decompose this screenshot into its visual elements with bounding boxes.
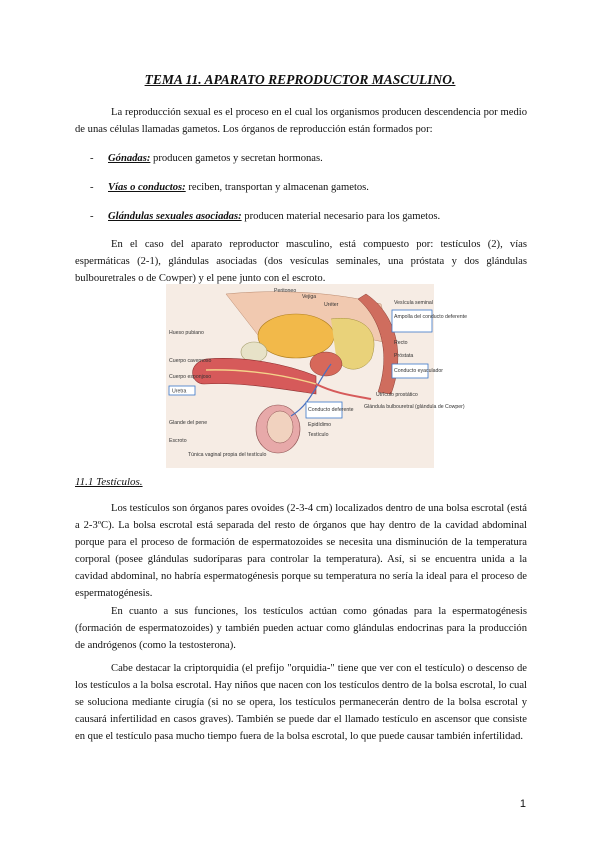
label-prostata: Próstata xyxy=(394,353,414,359)
label-recto: Recto xyxy=(394,340,408,346)
paragraph-testiculos-text: Los testículos son órganos pares ovoides (2-3-4 cm) localizados dentro de una bolsa escrotal (está a 2-3ºC). La bolsa escrotal está separada del resto de órganos que hay dentro de la cavidad abdominal porque para el proceso de formación de espermatozoides se necesita una disminución de la temperatura corporal (posee glándulas sudoríparas para controlar la temperatura). Así, si se encuentra unida a la cavidad abdominal, no habría espermatogénesis porque su temperatura no sería la ideal para el proceso de espermatogénesis. xyxy=(75,503,527,599)
bullet-text: producen gametos y secretan hormonas. xyxy=(150,153,323,164)
label-tunica: Túnica vaginal propia del testículo xyxy=(188,452,267,458)
bullet-text: reciben, transportan y almacenan gametos. xyxy=(185,182,369,193)
composition-text: En el caso del aparato reproductor masculino, está compuesto por: testículos (2), vías espermáticas (2-1), glándulas asociadas (dos vesículas seminales, una próstata y dos glándulas bulbouretrales o de Cowper) y el pene junto con el escroto. xyxy=(75,239,527,284)
label-epididimo: Epidídimo xyxy=(308,422,332,428)
pubic-bone-shape xyxy=(241,342,267,362)
label-vejiga: Vejiga xyxy=(302,294,317,300)
bullet-term: Glándulas sexuales asociadas: xyxy=(108,211,242,222)
label-peritoneo: Peritoneo xyxy=(274,288,297,294)
label-conducto-deferente: Conducto deferente xyxy=(308,407,354,413)
paragraph-criptorquidia-text: Cabe destacar la criptorquidia (el prefijo "orquidia-" tiene que ver con el testículo) o descenso de los testículos a la bolsa escrotal. Hay niños que nacen con los testículos dentro de la bolsa escrotal, lo cual se soluciona mediante cirugía (si no se opera, los testículos permanecerán dentro de la bolsa escrotal y causará infertilidad en casos graves). También se puede dar el llamado testículo en ascensor que consiste en que el testículo pasa mucho tiempo fuera de la bolsa escrotal, lo que puede causar también infertilidad. xyxy=(75,663,527,742)
bullet-term: Gónadas: xyxy=(108,153,151,164)
paragraph-testiculos xyxy=(75,500,527,602)
label-ureter: Uréter xyxy=(324,302,339,308)
label-vesicula: Vesícula seminal xyxy=(394,300,433,306)
label-glande: Glande del pene xyxy=(169,420,208,426)
label-glandula-bulbouretral: Glándula bulbouretral (glándula de Cowper) xyxy=(364,404,465,410)
prostate-shape xyxy=(310,352,342,376)
paragraph-funciones-text: En cuanto a sus funciones, los testículos actúan como gónadas para la espermatogénesis (formación de espermatozoides) y también pueden actuar como glándulas endocrinas para la producción de andrógenos (como la testosterona). xyxy=(75,606,527,651)
label-cuerpo-cavernoso: Cuerpo cavernoso xyxy=(169,358,212,364)
intro-paragraph xyxy=(75,104,527,138)
page-number: 1 xyxy=(519,798,526,810)
bullet-term: Vías o conductos: xyxy=(108,182,186,193)
label-utriculo: Utrículo prostático xyxy=(376,392,418,398)
testis-shape xyxy=(267,411,293,443)
label-uretra: Uretra xyxy=(172,388,187,395)
label-conducto-eyaculador: Conducto eyaculador xyxy=(394,368,444,374)
label-hueso-pubiano: Hueso pubiano xyxy=(169,330,204,336)
paragraph-funciones xyxy=(75,603,527,654)
section-heading: 11.1 Testículos. xyxy=(75,476,143,488)
label-escroto: Escroto xyxy=(169,438,187,444)
page-title: TEMA 11. APARATO REPRODUCTOR MASCULINO. xyxy=(144,72,456,87)
composition-paragraph xyxy=(75,236,527,287)
bladder-shape xyxy=(258,314,334,358)
bullet-text: producen material necesario para los gametos. xyxy=(241,211,441,222)
label-cuerpo-esponjoso: Cuerpo esponjoso xyxy=(169,374,212,380)
label-testiculo: Testículo xyxy=(308,432,329,438)
label-ampolla: Ampolla del conducto deferente xyxy=(394,314,467,320)
paragraph-criptorquidia xyxy=(75,660,527,745)
intro-text: La reproducción sexual es el proceso en el cual los organismos producen descendencia por medio de unas células llamadas gametos. Los órganos de reproducción están formados por: xyxy=(75,107,527,135)
male-reproductive-anatomy-figure xyxy=(166,284,467,468)
document-page: TEMA 11. APARATO REPRODUCTOR MASCULINO. La reproducción sexual es el proceso en el cual los organismos producen descendencia por medio de unas células llamadas gametos. Los órganos de reproducción están formados por: - Gónadas: producen gametos y secretan hormonas. - Vías o conductos: reciben, transportan y almacenan gametos. - Glándulas sexuales asociadas: producen material necesario para los gametos. En el caso del aparato reproductor masculino, está compuesto por: testículos (2), vías espermáticas (2-1), glándulas asociadas (dos vesículas seminales, una próstata y dos glándulas bulbouretrales o de Cowper) y el pene junto con el escroto. Peritoneo Vejiga Uréter Vesícula seminal Hueso pubiano Cuerpo cavernoso Cuerpo esponjoso Uretra Glande del pene Escroto Túnica vaginal propia del testículo Ampolla del conducto deferente Recto Próstata Conducto eyaculador Utrículo prostático Glándula bulbouretral (glándula de Cowper) Conducto deferente Epidídimo Testículo 11.1 Testículos. Los testículos son órganos pares ovoides (2-3-4 cm) localizados dentro de una bolsa escrotal (está a 2-3ºC). La bolsa escrotal está separada del resto de órganos que hay dentro de la cavidad abdominal porque para el proceso de formación de espermatozoides se necesita una disminución de la temperatura corporal (posee glándulas sudoríparas para controlar la temperatura). Así, si se encuentra unida a la cavidad abdominal, no habría espermatogénesis porque su temperatura no sería la ideal para el proceso de espermatogénesis. En cuanto a sus funciones, los testículos actúan como gónadas para la espermatogénesis (formación de espermatozoides) y también pueden actuar como glándulas endocrinas para la producción de andrógenos (como la testosterona). Cabe destacar la criptorquidia (el prefijo "orquidia-" tiene que ver con el testículo) o descenso de los testículos a la bolsa escrotal. Hay niños que nacen con los testículos dentro de la bolsa escrotal, lo cual se soluciona mediante cirugía (si no se opera, los testículos permanecerán dentro de la bolsa escrotal y causará infertilidad en casos graves). También se puede dar el llamado testículo en ascensor que consiste en que el testículo pasa mucho tiempo fuera de la bolsa escrotal, lo que puede causar también infertilidad. 1 xyxy=(0,0,600,848)
